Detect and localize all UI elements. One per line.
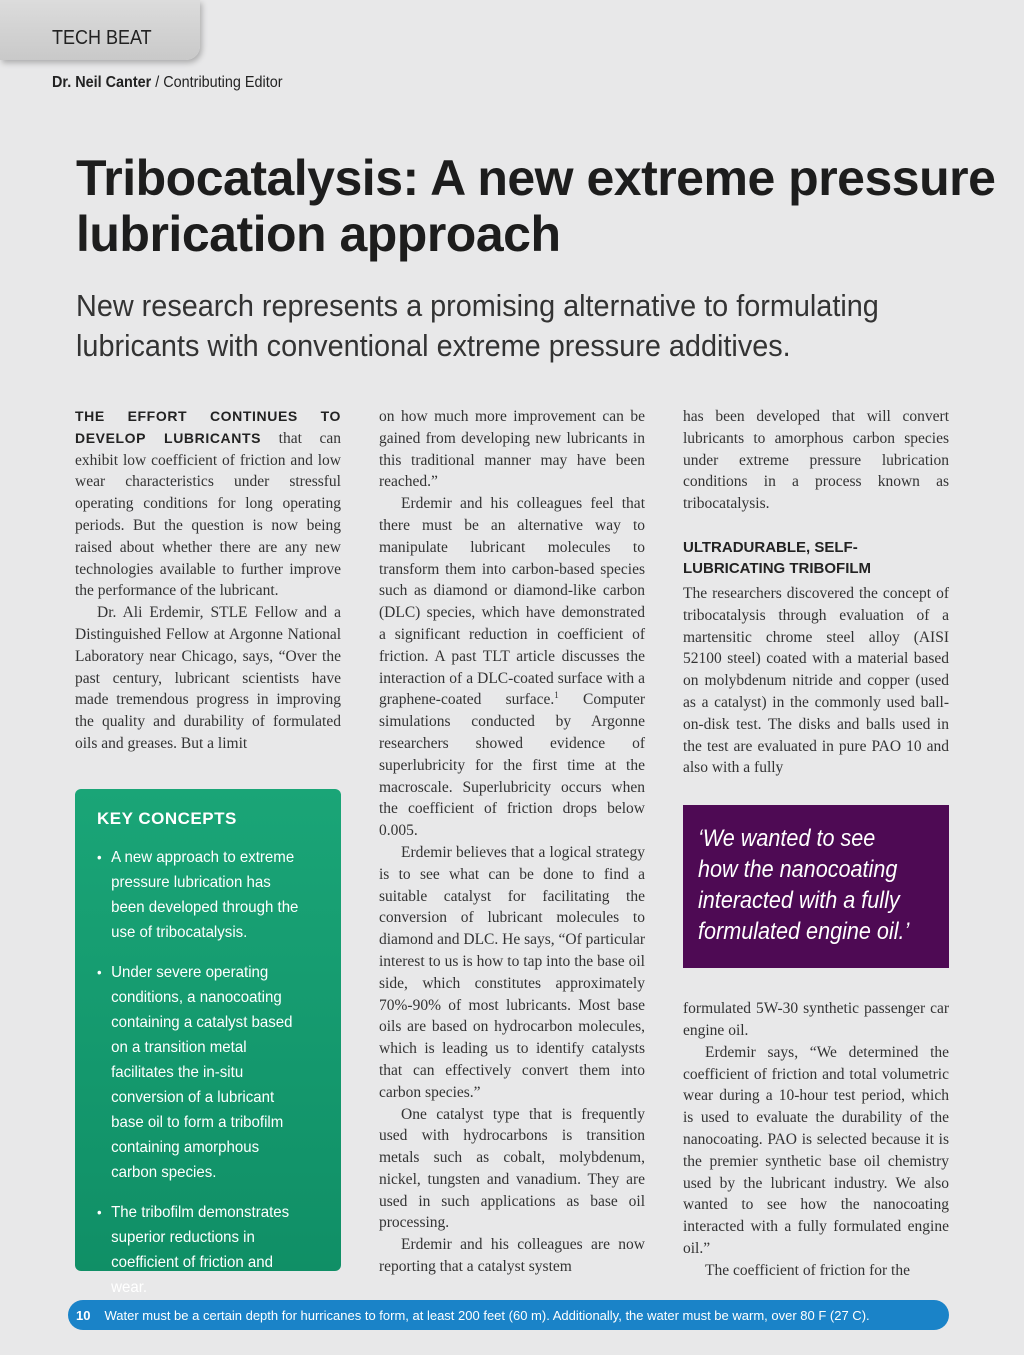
key-concepts-list xyxy=(97,845,321,1300)
col2-paragraph: One catalyst type that is frequently used with hydrocarbons is transition metals such as cobalt, molybdenum, nickel, tungsten and vanadium. They are used in such applications as base oil processing. xyxy=(379,1105,645,1232)
col1-paragraph: Dr. Ali Erdemir, STLE Fellow and a Distinguished Fellow at Argonne National Laboratory near Chicago, says, “Over the past century, lubricant scientists have made tremendous progress in improving the quality and durability of formulated oils and greases. But a limit xyxy=(75,604,341,752)
key-concept-item: • A new approach to extreme pressure lubrication has been developed through the use of tribocatalysis. xyxy=(97,845,308,945)
article-dek: New research represents a promising alternative to formulating lubricants with conventional extreme pressure additives. xyxy=(76,288,879,363)
footer-bar xyxy=(68,1300,949,1330)
col3-paragraph: The coefficient of friction for the xyxy=(705,1261,910,1279)
footer-fact: Water must be a certain depth for hurricanes to form, at least 200 feet (60 m). Additionally, the water must be warm, over 80 F (27 C). xyxy=(104,1307,870,1323)
author-name: Dr. Neil Canter xyxy=(52,74,152,91)
col2-paragraph: on how much more improvement can be gained from developing new lubricants in this traditional manner may have been reached.” xyxy=(379,408,645,491)
key-concept-item: • Under severe operating conditions, a nanocoating containing a catalyst based on a transition metal facilitates the in-situ conversion of a lubricant base oil to form a tribofilm containing amorphous carbon species. xyxy=(97,960,308,1185)
column-2 xyxy=(379,406,645,1278)
col3-paragraph: formulated 5W-30 synthetic passenger car engine oil. xyxy=(683,1000,949,1039)
key-concepts-box xyxy=(75,789,341,1296)
footnote-ref: 1 xyxy=(554,690,559,701)
key-concept-item: • The tribofilm demonstrates superior reductions in coefficient of friction and wear. xyxy=(97,1200,308,1300)
section-tab xyxy=(0,0,200,60)
page-number: 10 xyxy=(76,1307,91,1323)
col2-p2a-text: Erdemir and his colleagues feel that there must be an alternative way to manipulate lubricant molecules to transform them into carbon-based species such as diamond or diamond-like carbon (DLC) species, which have demonstrated a significant reduction in coefficient of friction. A past TLT article discusses the interaction of a DLC-coated surface with a graphene-coated surface. xyxy=(379,495,645,709)
col3-paragraph: Erdemir says, “We determined the coefficient of friction and total volumetric wear during a 10-hour test period, which is used to evaluate the durability of the nanocoating. PAO is selected because it is the premier synthetic base oil chemistry used by the lubricant industry. We also wanted to see how the nanocoating interacted with a fully formulated engine oil.” xyxy=(683,1043,949,1257)
lead-in: THE EFFORT CONTINUES TO DEVELOP LUBRICANTS xyxy=(75,408,341,446)
byline xyxy=(52,74,283,92)
section-tab-label: TECH BEAT xyxy=(52,27,152,49)
col2-p2b-text: Computer simulations conducted by Argonne researchers showed evidence of superlubricity for the first time at the macroscale. Superlubricity occurs when the coefficient of friction drops below 0.005. xyxy=(379,691,645,840)
col2-paragraph: Erdemir and his colleagues are now reporting that a catalyst system xyxy=(379,1236,645,1276)
pull-quote-text: ‘We wanted to see how the nanocoating interacted with a fully formulated engine oil.’ xyxy=(698,825,910,946)
article-headline: Tribocatalysis: A new extreme pressure lubrication approach xyxy=(76,150,996,262)
key-concepts-title: KEY CONCEPTS xyxy=(97,809,237,828)
column-1 xyxy=(75,406,341,755)
pull-quote xyxy=(683,805,949,968)
col1-p1-text: that can exhibit low coefficient of friction and low wear characteristics under stressful operating conditions for long operating periods. But the question is now being raised about whether there are any new technologies available to further improve the performance of the lubricant. xyxy=(75,429,341,600)
col3-paragraph: has been developed that will convert lubricants to amorphous carbon species under extreme pressure lubrication conditions in a process known as tribocatalysis. xyxy=(683,408,949,513)
section-subhead: ULTRADURABLE, SELF-LUBRICATING TRIBOFILM xyxy=(683,538,872,577)
col1-paragraph xyxy=(75,406,341,602)
col2-paragraph: Erdemir believes that a logical strategy is to see what can be done to find a suitable catalyst for facilitating the conversion of lubricant molecules to diamond and DLC. He says, “Of particular interest to us is how to tap into the base oil side, which constitutes approximately 70%-90% of most lubricants. Most base oils are based on hydrocarbon molecules, which is leading us to identify catalysts that can effectively convert them into carbon species.” xyxy=(379,843,646,1101)
col3-paragraph: The researchers discovered the concept of tribocatalysis through evaluation of a martensitic chrome steel alloy (AISI 52100 steel) coated with a material based on molybdenum nitride and copper (used as a catalyst) in the commonly used ball-on-disk test. The disks and balls used in the test are evaluated in pure PAO 10 and also with a fully xyxy=(683,584,949,777)
col2-paragraph xyxy=(379,493,645,842)
author-role: / Contributing Editor xyxy=(151,74,283,91)
column-3 xyxy=(683,406,949,1282)
